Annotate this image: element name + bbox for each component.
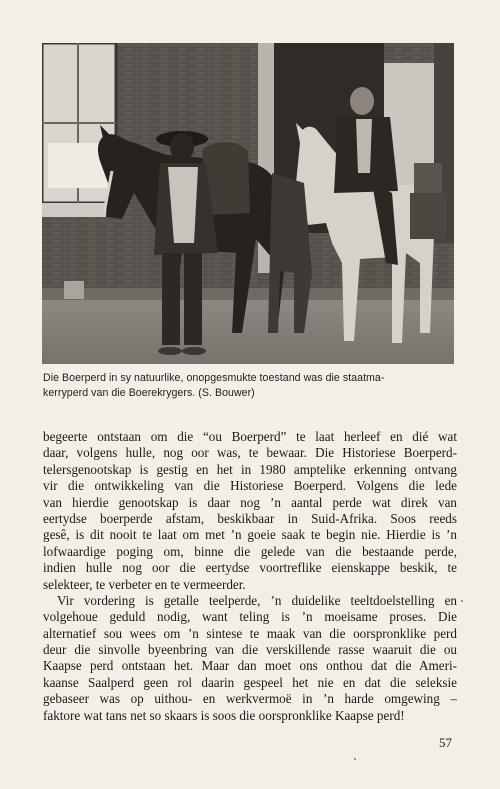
text-line: volgehoue geduld nodig, want teling is ’n moeisame proses. Die xyxy=(43,609,457,625)
paragraph xyxy=(43,429,457,593)
text-line: deur die sinvolle byeenbring van die verskillende rasse waaruit die ou xyxy=(43,642,457,658)
text-line: kaanse Saalperd geen rol daarin gespeel het nie en dat die seleksie xyxy=(43,674,457,690)
text-line: telersgenootskap is gestig en het in 1980 amptelike erkenning ontvang xyxy=(43,461,457,477)
margin-mark xyxy=(354,758,356,760)
text-line: Kaapse perd ontstaan het. Maar dan moet ons onthou dat die Ameri- xyxy=(43,658,457,674)
photo-caption xyxy=(43,371,463,401)
text-line: alternatief sou wees om ’n sintese te maak van die oorspronklike perd xyxy=(43,625,457,641)
photo-illustration xyxy=(42,43,454,364)
text-line: indien hulle nog oor die eertydse voortreflike eienskappe beskik, te xyxy=(43,560,457,576)
text-line: vir die ontwikkeling van die Historiese Boerperd. Volgens die lede xyxy=(43,478,457,494)
paragraph xyxy=(43,593,457,724)
text-line: gebaseer was op uithou- en werkvermoë in ’n harde omgewing – xyxy=(43,691,457,707)
text-line: eertydse boerperde afstam, beskikbaar in Suid-Afrika. Soos reeds xyxy=(43,510,457,526)
text-line: daar, volgens hulle, nog oor was, te bewaar. Die Historiese Boerperd- xyxy=(43,445,457,461)
text-line: van hierdie genootskap is daar nog ’n aantal perde wat direk van xyxy=(43,494,457,510)
text-line: selekteer, te verbeter en te vermeerder. xyxy=(43,576,246,592)
page-number: 57 xyxy=(439,735,452,750)
caption-line: kerryperd van die Boerekrygers. (S. Bouwer) xyxy=(43,387,255,399)
text-line: gesê, is dit nooit te laat om met ’n goeie saak te begin nie. Hierdie is ’n xyxy=(43,527,457,543)
text-line: begeerte ontstaan om die “ou Boerperd” te laat herleef en dié wat xyxy=(43,429,457,444)
text-line: faktore wat tans net so skaars is soos die oorspronklike Kaapse perd! xyxy=(43,707,405,723)
text-line: Vir vordering is getalle teelperde, ’n duidelike teeltdoelstelling en xyxy=(57,592,457,608)
text-line: lofwaardige poging om, binne die gelede van die bestaande perde, xyxy=(43,543,457,559)
historical-photograph xyxy=(42,43,454,364)
caption-line: Die Boerperd in sy natuurlike, onopgesmukte toestand was die staatma- xyxy=(43,372,385,384)
margin-mark xyxy=(461,600,463,602)
body-text xyxy=(43,429,457,724)
